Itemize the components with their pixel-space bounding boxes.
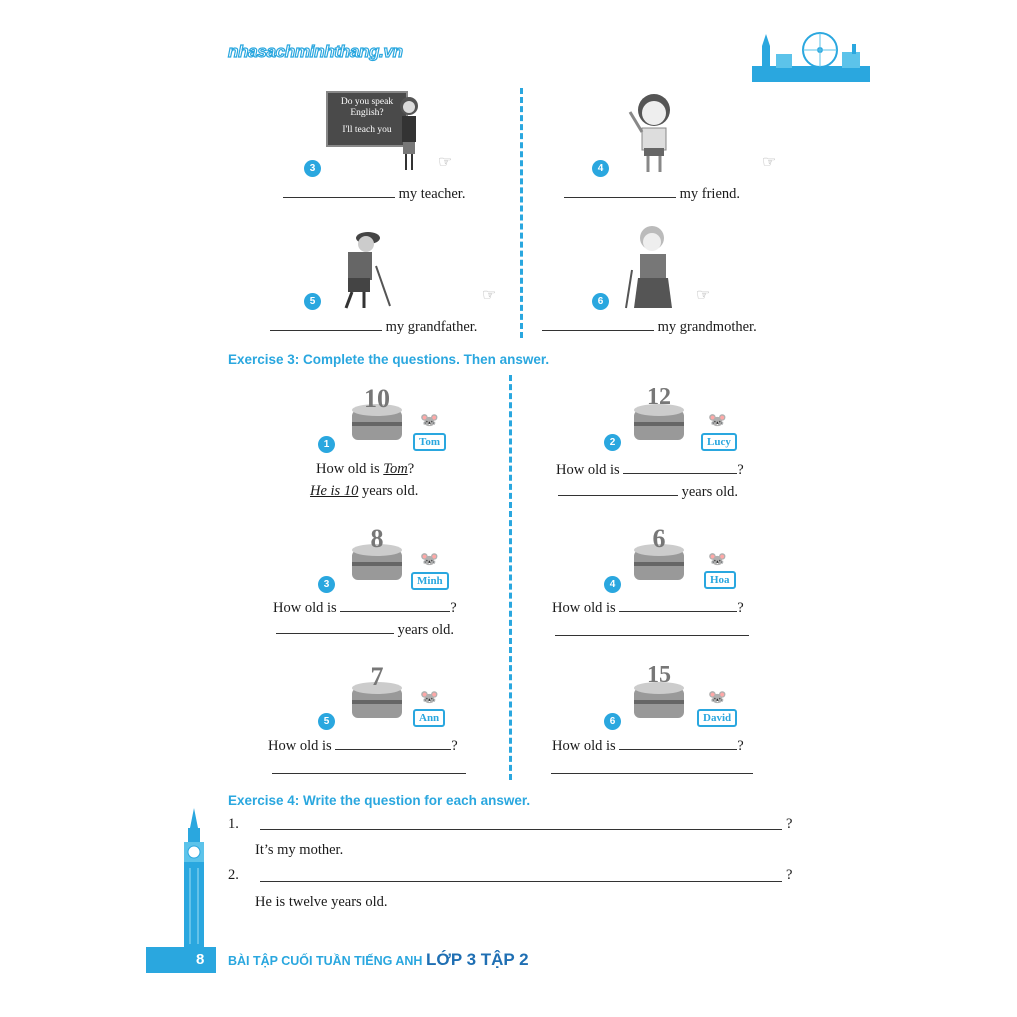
footer-page-tab [146,947,216,973]
grandfather-figure [332,226,396,310]
answer-blank[interactable] [564,185,676,198]
name-tag: Lucy [701,433,737,451]
example-answer: He is 10 [310,483,359,499]
item-number-badge: 1 [318,436,335,453]
cake-age: 7 [370,662,384,691]
cake-age: 8 [370,524,384,553]
question-3: How old is ? [273,600,457,616]
years-old-text: years old. [681,484,738,500]
grade-label: LỚP 3 TẬP 2 [425,950,529,969]
sentence-grandfather [270,318,477,336]
birthday-cake-image [628,382,690,444]
item-number-badge: 4 [592,160,609,177]
example-name: Tom [383,461,408,477]
answer-blank[interactable] [340,599,450,612]
answer-blank[interactable] [558,483,678,496]
ex4-item-number: 2. [228,867,239,883]
answer-2 [558,483,738,501]
answer-blank[interactable] [276,621,394,634]
board-line: English? [350,108,384,118]
sentence-suffix: my teacher. [398,186,466,202]
question-6: How old is ? [552,738,744,754]
answer-blank[interactable] [283,185,395,198]
question-1: How old is Tom? [316,461,415,477]
question-answer-line[interactable] [260,829,782,830]
cake-age: 15 [647,662,671,688]
question-mark: ? [786,816,793,832]
answer-blank[interactable] [551,773,753,774]
birthday-cake-image [628,522,690,584]
name-tag: Minh [411,572,449,590]
sentence-friend [564,185,740,203]
mouse-icon: 🐭 [708,552,727,568]
column-divider [509,375,512,780]
years-old-text: years old. [397,622,454,638]
sentence-teacher [283,185,465,203]
series-name: BÀI TẬP CUỐI TUẦN TIẾNG ANH [228,954,423,968]
footer-series-title [228,950,529,970]
item-number-badge: 6 [592,293,609,310]
sentence-suffix: my grandmother. [657,319,757,335]
name-tag: Hoa [704,571,736,589]
birthday-cake-image [346,522,408,584]
london-skyline-image [752,30,870,82]
girl-friend-figure [626,90,684,176]
item-number-badge: 2 [604,434,621,451]
question-mark: ? [786,867,793,883]
pointing-hand-icon: ☞ [696,287,711,304]
answer-blank[interactable] [335,737,451,750]
item-number-badge: 3 [304,160,321,177]
pointing-hand-icon: ☞ [438,154,453,171]
answer-blank[interactable] [542,318,654,331]
ex4-answer-text: It’s my mother. [255,842,344,858]
page-number: 8 [196,951,205,968]
question-4: How old is ? [552,600,744,616]
birthday-cake-image [346,660,408,722]
question-2: How old is ? [556,462,744,478]
exercise-3-title: Exercise 3: Complete the questions. Then answer. [228,352,550,367]
answer-3 [276,621,454,639]
question-prefix: How old is [273,600,337,616]
question-answer-line[interactable] [260,881,782,882]
item-number-badge: 6 [604,713,621,730]
exercise-4-title: Exercise 4: Write the question for each answer. [228,793,531,808]
answer-blank[interactable] [623,461,737,474]
pointing-hand-icon: ☞ [482,287,497,304]
question-prefix: How old is [552,600,616,616]
answer-1 [310,483,418,500]
teacher-figure [394,94,424,174]
answer-blank[interactable] [619,737,737,750]
ex4-answer-text: He is twelve years old. [255,894,388,910]
board-line: Do you speak [340,97,394,107]
answer-blank[interactable] [619,599,737,612]
birthday-cake-image [628,660,690,722]
pointing-hand-icon: ☞ [762,154,777,171]
question-5: How old is ? [268,738,458,754]
mouse-icon: 🐭 [708,413,727,429]
column-divider [520,88,523,338]
mouse-icon: 🐭 [420,690,439,706]
sentence-grandmother [542,318,757,336]
answer-blank[interactable] [555,635,749,636]
sentence-suffix: my grandfather. [385,319,478,335]
cake-age: 6 [652,524,666,553]
question-prefix: How old is [316,461,380,477]
mouse-icon: 🐭 [708,690,727,706]
item-number-badge: 5 [318,713,335,730]
cake-age: 12 [647,384,671,410]
cake-age: 10 [364,384,390,413]
ex4-item-number: 1. [228,816,239,832]
board-line: I'll teach you [342,125,392,135]
question-prefix: How old is [552,738,616,754]
brand-logo-text: nhasachminhthang.vn [228,42,403,61]
name-tag: Tom [413,433,446,451]
mouse-icon: 🐭 [420,413,439,429]
years-old-text: years old. [361,483,419,499]
big-ben-tower-image [178,808,210,948]
item-number-badge: 4 [604,576,621,593]
name-tag: David [697,709,737,727]
question-prefix: How old is [268,738,332,754]
grandmother-figure [618,222,678,310]
mouse-icon: 🐭 [420,552,439,568]
name-tag: Ann [413,709,445,727]
birthday-cake-image [346,382,408,444]
answer-blank[interactable] [270,318,382,331]
question-prefix: How old is [556,462,620,478]
item-number-badge: 3 [318,576,335,593]
answer-blank[interactable] [272,773,466,774]
sentence-suffix: my friend. [679,186,741,202]
item-number-badge: 5 [304,293,321,310]
